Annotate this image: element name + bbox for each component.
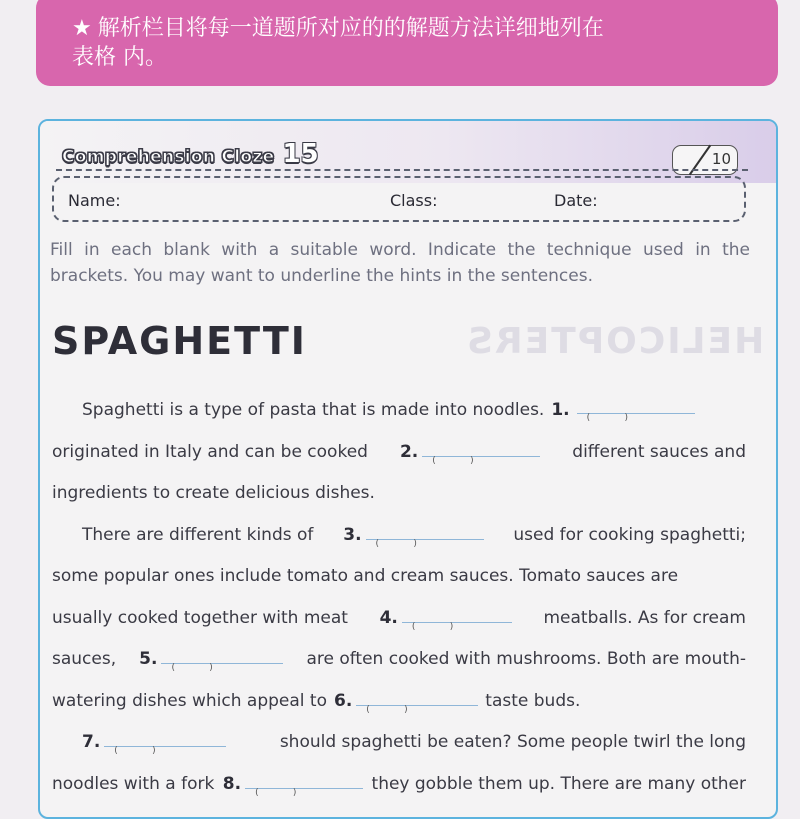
passage-line: noodles with a fork 8.( ) they gobble them up. There are many other — [52, 767, 746, 809]
worksheet-number: 15 — [282, 139, 319, 169]
blank-number: 2. — [399, 441, 419, 462]
banner-line-1: ★ 解析栏目将每一道题所对应的的解题方法详细地列在 — [72, 16, 604, 41]
worksheet-title — [62, 139, 319, 169]
answer-blank[interactable] — [402, 602, 512, 623]
name-label: Name: — [68, 191, 121, 210]
cloze-passage — [52, 393, 746, 808]
banner-line-2: 表格 内。 — [72, 45, 167, 70]
answer-blank[interactable] — [161, 643, 283, 664]
blank-number: 6. — [334, 690, 353, 711]
passage-line: watering dishes which appeal to 6.( ) taste buds. — [52, 684, 746, 726]
total-score: 10 — [711, 150, 731, 168]
blank-number: 1. — [551, 400, 570, 420]
passage-line: usually cooked together with meat 4.( ) meatballs. As for cream — [52, 601, 746, 643]
passage-line: ingredients to create delicious dishes. — [52, 483, 375, 503]
passage-line: originated in Italy and can be cooked 2.( ) different sauces and — [52, 435, 746, 477]
answer-blank[interactable] — [356, 685, 478, 706]
blank-number: 5. — [139, 649, 158, 669]
answer-blank[interactable] — [422, 436, 540, 457]
instructions: Fill in each blank with a suitable word. Indicate the technique used in the brackets. You may want to underline the hints in the sentences. — [50, 240, 750, 286]
answer-blank[interactable] — [104, 726, 226, 747]
passage-heading: SPAGHETTI — [52, 319, 307, 363]
class-label: Class: — [390, 191, 438, 210]
star-icon: ★ — [72, 16, 92, 41]
passage-line: sauces, 5.( ) are often cooked with mushrooms. Both are mouth- — [52, 642, 746, 684]
answer-blank[interactable] — [245, 768, 363, 789]
blank-number: 4. — [379, 607, 398, 628]
bleed-through-heading: HELICOPTERS — [465, 321, 765, 362]
passage-line: There are different kinds of 3.( ) used for cooking spaghetti; — [52, 518, 746, 560]
passage-line: Spaghetti is a type of pasta that is made into noodles. 1. ( ) — [52, 393, 746, 435]
date-label: Date: — [554, 191, 598, 210]
series-title: Comprehension Cloze — [62, 147, 275, 167]
blank-number: 7. — [82, 732, 101, 752]
top-banner — [36, 0, 778, 86]
passage-line: 7.( ) should spaghetti be eaten? Some people twirl the long — [52, 725, 746, 767]
passage-line: some popular ones include tomato and cream sauces. Tomato sauces are — [52, 566, 679, 586]
blank-number: 8. — [222, 773, 242, 794]
answer-blank[interactable] — [577, 393, 695, 414]
answer-blank[interactable] — [366, 519, 484, 540]
blank-number: 3. — [343, 524, 362, 545]
student-info-box — [52, 176, 746, 222]
worksheet-card — [38, 119, 778, 819]
dashed-divider — [56, 169, 748, 171]
